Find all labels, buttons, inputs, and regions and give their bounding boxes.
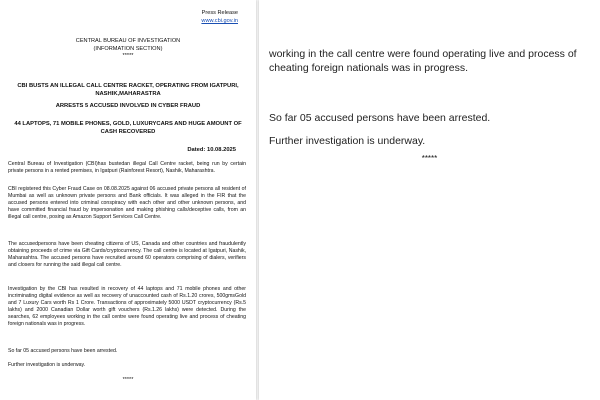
press-release-header <box>201 9 238 25</box>
press-release-page <box>0 0 256 400</box>
arrested-text: So far 05 accused persons have been arrested. <box>269 112 491 124</box>
headline-recovery: 44 LAPTOPS, 71 MOBILE PHONES, GOLD, LUXURYCARS AND HUGE AMOUNT OF CASH RECOVERED <box>14 121 242 135</box>
organization-marker: ***** <box>122 53 134 59</box>
organization-block <box>0 38 256 61</box>
end-marker-zoomed: ***** <box>421 154 438 163</box>
paragraph-intro: Central Bureau of Investigation (CBI)has bustedan illegal Call Centre racket, being run by certain private persons in a rented premises, in Igatpuri (Rainforest Resort), Nashik, Maharashtra. <box>8 161 246 174</box>
paragraph-fir: CBI registered this Cyber Fraud Case on 08.08.2025 against 06 accused private persons all resident of Mumbai as well as unknown private persons and Bank officials. It was alleged in the FIR that the accused persons entered into criminal conspiracy with each other and other unknown persons, and have committed financial fraud by impersonation and making phishing calls/deceptive calls, from an illegal call centre, posing as Amazon Support Services Call Centre. <box>8 186 246 220</box>
investigation-text: Further investigation is underway. <box>269 135 426 147</box>
organization-section: (INFORMATION SECTION) <box>93 45 163 52</box>
headline-arrests: ARRESTS 5 ACCUSED INVOLVED IN CYBER FRAUD <box>55 103 201 109</box>
paragraph-accused: The accusedpersons have been cheating citizens of US, Canada and other countries and fraudulently obtaining proceeds of crime via Gift Cards/cryptocurrency. The call centre is located at Igatpuri, Nashik, Maharashtra. The accused persons have recruited around 60 operators comprising of dialers, verifiers and closers for running the said illegal call centre. <box>8 241 246 268</box>
zoomed-page <box>259 0 600 400</box>
organization-name: CENTRAL BUREAU OF INVESTIGATION <box>75 38 181 44</box>
headline-main: CBI BUSTS AN ILLEGAL CALL CENTRE RACKET, OPERATING FROM IGATPURI, NASHIK,MAHARASTRA <box>17 83 239 97</box>
paragraph-investigation: Investigation by the CBI has resulted in recovery of 44 laptops and 71 mobile phones and other incriminating digital evidence as well as recovery of unaccounted cash of Rs.1.20 crores, 500gmsGold and 7 Luxury Cars worth Rs 1 Crore. Transactions of approximately 5000 USDT cryptocurrency (Rs.5 lakhs) and 2000 Canadian Dollar worth gift vouchers (Rs.1.26 lakhs) were detected. During the searches, 62 employees working in the call centre were found operating live and process of cheating foreign nationals was in progress. <box>8 286 246 327</box>
end-marker: ***** <box>122 377 134 383</box>
paragraph-arrested: So far 05 accused persons have been arrested. <box>8 348 118 354</box>
website-link[interactable]: www.cbi.gov.in <box>201 18 238 24</box>
continuation-text: working in the call centre were found operating live and process of cheating foreign nationals was in progress. <box>269 48 577 74</box>
press-release-label: Press Release <box>201 10 238 16</box>
release-date: Dated: 10.08.2025 <box>187 147 236 153</box>
paragraph-underway: Further investigation is underway. <box>8 362 86 368</box>
